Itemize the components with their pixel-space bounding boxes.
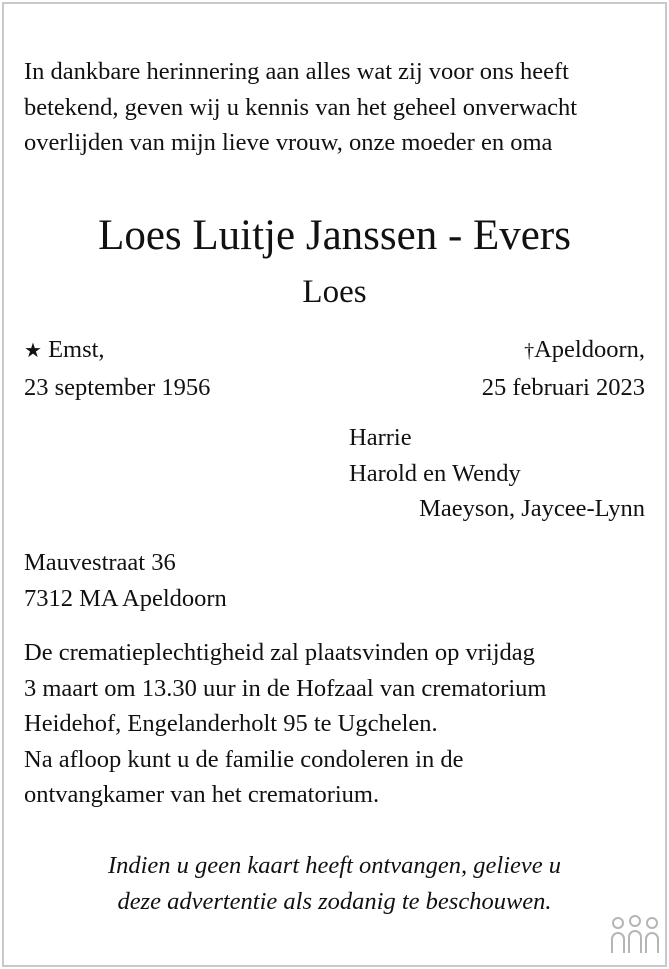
death-place-line <box>482 332 645 370</box>
ceremony-line: Na afloop kunt u de familie condoleren in de <box>24 745 464 773</box>
family-block <box>349 420 521 491</box>
closing-text <box>0 848 669 919</box>
deceased-nickname: Loes <box>302 274 367 310</box>
family-children: Harold en Wendy <box>349 459 521 487</box>
death-info <box>482 332 645 405</box>
address-block <box>24 545 227 616</box>
death-date: 25 februari 2023 <box>481 373 645 401</box>
birth-date: 23 september 1956 <box>24 373 211 401</box>
death-place: Apeldoorn, <box>534 336 645 363</box>
intro-text <box>24 54 577 161</box>
star-icon: ★ <box>24 340 42 362</box>
birth-info <box>24 332 210 405</box>
ceremony-text <box>24 635 547 813</box>
family-spouse: Harrie <box>349 424 412 451</box>
birth-place-line <box>24 332 210 370</box>
intro-line: betekend, geven wij u kennis van het geheel onverwacht <box>24 93 578 121</box>
deceased-full-name: Loes Luitje Janssen - Evers <box>98 212 571 259</box>
address-street: Mauvestraat 36 <box>24 549 176 576</box>
closing-line: Indien u geen kaart heeft ontvangen, gelieve u <box>107 852 562 879</box>
ceremony-line: Heidehof, Engelanderholt 95 te Ugchelen. <box>24 710 438 737</box>
people-group-icon <box>610 915 660 955</box>
family-grandchildren-block <box>419 491 645 527</box>
intro-line: In dankbare herinnering aan alles wat zij voor ons heeft <box>24 58 569 85</box>
intro-line: overlijden van mijn lieve vrouw, onze moeder en oma <box>24 129 553 156</box>
closing-line: deze advertentie als zodanig te beschouwen. <box>117 887 552 915</box>
ceremony-line: 3 maart om 13.30 uur in de Hofzaal van crematorium <box>24 674 547 702</box>
family-grandchildren: Maeyson, Jaycee-Lynn <box>419 495 645 522</box>
ceremony-line: De crematieplechtigheid zal plaatsvinden op vrijdag <box>24 639 535 666</box>
cross-icon: † <box>524 340 535 362</box>
address-postal-city: 7312 MA Apeldoorn <box>24 584 227 612</box>
ceremony-line: ontvangkamer van het crematorium. <box>24 781 380 808</box>
birth-place: Emst, <box>48 336 105 363</box>
